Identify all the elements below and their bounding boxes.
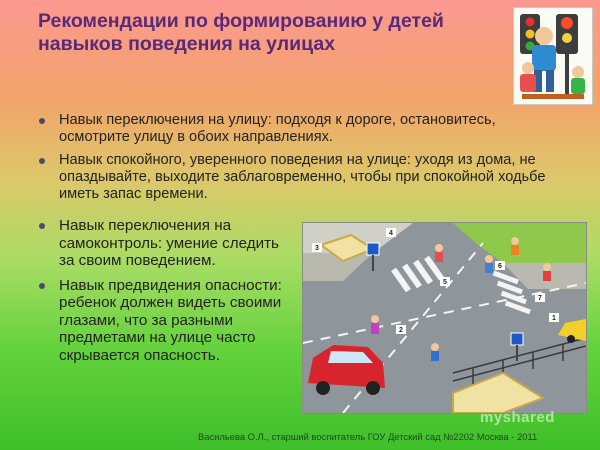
page-title: Рекомендации по формированию у детей навыков поведения на улицах [38, 10, 444, 55]
scene-number-3: 3 [315, 245, 319, 252]
traffic-light-emblem-icon [513, 7, 593, 105]
watermark-text: myshared [480, 409, 555, 426]
top-bullet-list [36, 112, 566, 209]
scene-number-7: 7 [538, 295, 542, 302]
yellow-car-icon [558, 319, 586, 343]
scene-number-1: 1 [552, 315, 556, 322]
footer-credit: Васильева О.Л., старший воспитатель ГОУ Детский сад №2202 Москва - 2011 [198, 431, 538, 442]
red-car-icon [308, 345, 385, 395]
scene-number-5: 5 [443, 279, 447, 286]
left-bullet-list [36, 217, 298, 371]
scene-number-4: 4 [389, 230, 393, 237]
street-scene-illustration [302, 222, 587, 414]
scene-number-2: 2 [399, 327, 403, 334]
bullet-foresee-danger: Навык предвидения опасности: ребенок должен видеть своими глазами, что за разными предметами на улице часто скрывается опасность. [36, 277, 298, 365]
scene-number-6: 6 [498, 263, 502, 270]
bullet-self-control: Навык переключения на самоконтроль: умение следить за своим поведением. [36, 217, 298, 270]
bullet-switch-to-street: Навык переключения на улицу: подходя к дороге, остановитесь, осмотрите улицу в обоих направлениях. [36, 112, 566, 146]
bullet-calm-behavior: Навык спокойного, уверенного поведения на улице: уходя из дома, не опаздывайте, выходите заблаговременно, чтобы при спокойной ходьбе иметь запас времени. [36, 152, 566, 203]
